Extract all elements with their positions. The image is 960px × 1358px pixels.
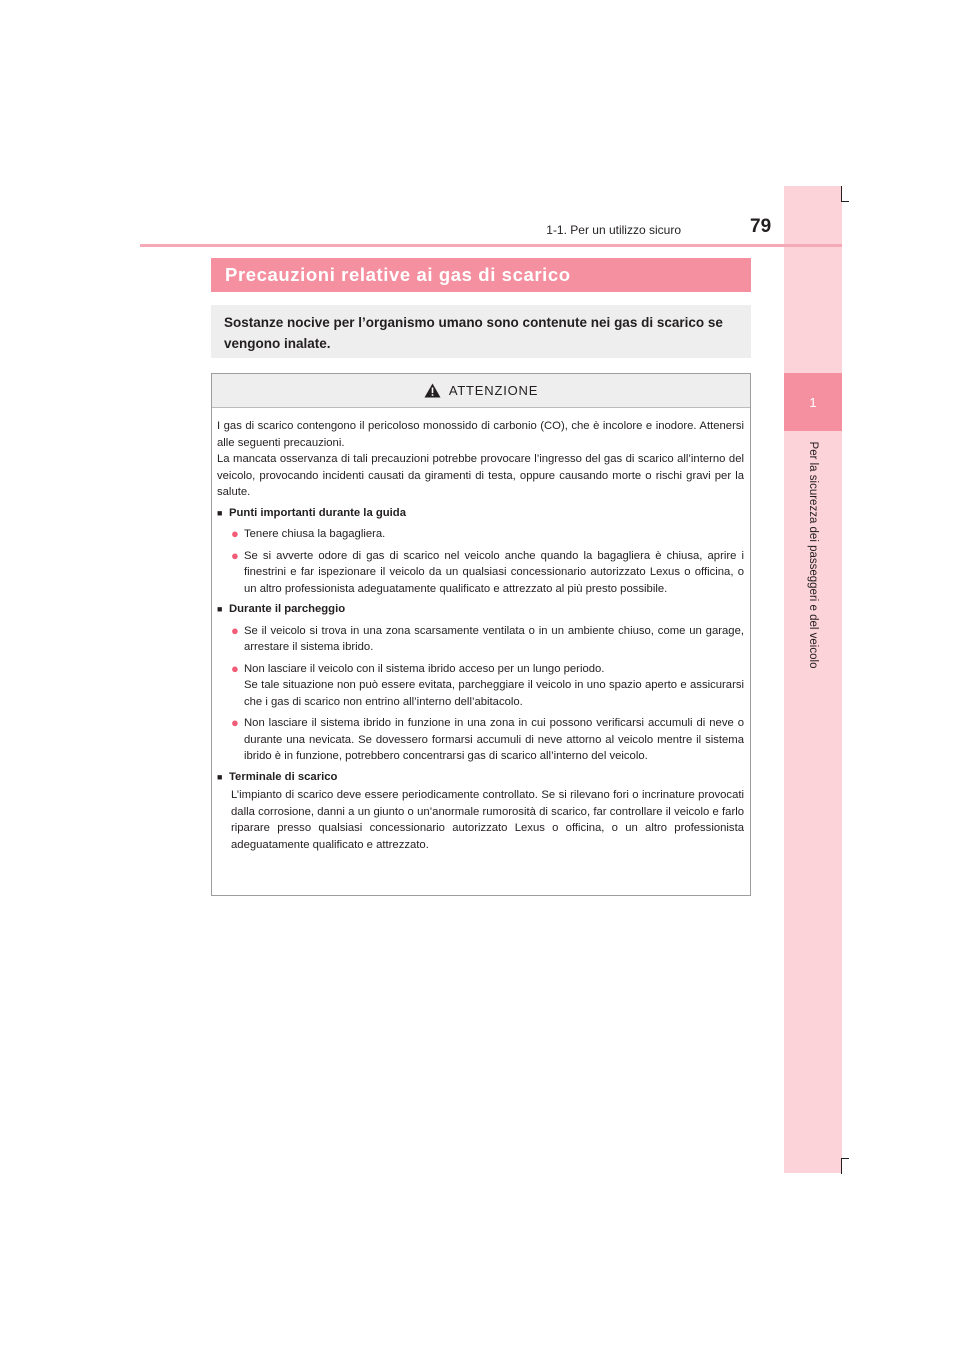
section-title-bar <box>211 258 751 292</box>
subsection-text: L’impianto di scarico deve essere periodicamente controllato. Se si rilevano fori o incrinature provocati dalla corrosione, danni a un giunto o un’anormale rumorosità di scarico, far controllare il veicolo e farlo riparare presso qualsiasi concessionario autorizzato Lexus o officina, o un altro professionista adeguatamente qualificato e attrezzato. <box>231 789 744 851</box>
section-title: Precauzioni relative ai gas di scarico <box>225 264 571 285</box>
chapter-title-vertical: Per la sicurezza dei passeggeri e del veicolo <box>807 441 819 669</box>
crop-mark-top-h <box>841 201 849 202</box>
page-number: 79 <box>750 216 772 237</box>
bullet-dot-icon: ● <box>231 715 239 730</box>
intro-text: Sostanze nocive per l’organismo umano sono contenute nei gas di scarico se vengono inalate. <box>224 315 723 351</box>
warning-body <box>212 408 750 853</box>
subsection-title: Punti importanti durante la guida <box>229 506 406 519</box>
subsection-heading <box>217 601 744 618</box>
subsection-title: Durante il parcheggio <box>229 603 346 615</box>
subsection-title: Terminale di scarico <box>229 770 338 783</box>
list-item <box>217 526 744 543</box>
square-bullet-icon: ■ <box>217 604 223 614</box>
square-bullet-icon: ■ <box>217 507 223 518</box>
list-item <box>217 623 744 656</box>
list-item-text: Se il veicolo si trova in una zona scarsamente ventilata o in un ambiente chiuso, come un garage, arrestare il sistema ibrido. <box>244 624 744 653</box>
chapter-number: 1 <box>809 394 817 410</box>
bullet-dot-icon: ● <box>231 622 239 638</box>
list-item <box>217 548 744 598</box>
list-item-text: Non lasciare il sistema ibrido in funzione in una zona in cui possono verificarsi accumuli di neve o durante una nevicata. Se dovessero formarsi accumuli di neve attorno al veicolo mentre il sistema ibrido è in funzione, potrebbero concentrarsi gas di scarico all’interno del veicolo. <box>244 717 744 762</box>
bullet-dot-icon: ● <box>231 547 239 563</box>
warning-header <box>212 374 750 408</box>
warning-label: ATTENZIONE <box>448 383 539 398</box>
square-bullet-icon: ■ <box>217 771 223 782</box>
warning-paragraph: I gas di scarico contengono il pericoloso monossido di carbonio (CO), che è incolore e inodore. Attenersi alle seguenti precauzioni. <box>217 420 744 449</box>
intro-box <box>211 305 751 358</box>
subsection-heading <box>217 505 744 522</box>
subsection-heading <box>217 769 744 786</box>
chapter-tab <box>784 373 842 431</box>
crop-mark-bottom-h <box>841 1158 849 1159</box>
bullet-dot-icon: ● <box>231 660 239 676</box>
list-item-text: Tenere chiusa la bagagliera. <box>244 528 386 540</box>
list-item-line: Non lasciare il veicolo con il sistema ibrido acceso per un lungo periodo. <box>244 662 605 675</box>
warning-box <box>211 373 751 896</box>
list-item-text <box>244 661 744 711</box>
crop-mark-bottom <box>841 1158 842 1174</box>
list-item <box>217 661 744 711</box>
list-item-line: Se tale situazione non può essere evitata, parcheggiare il veicolo in uno spazio aperto e assicurarsi che i gas di scarico non entrino all’interno dell’abitacolo. <box>244 679 744 708</box>
warning-triangle-icon <box>424 383 441 398</box>
warning-paragraph: La mancata osservanza di tali precauzioni potrebbe provocare l’ingresso del gas di scarico all’interno del veicolo, provocando incidenti causati da giramenti di testa, oppure causando morte o rischi gravi per la salute. <box>217 453 744 498</box>
breadcrumb: 1-1. Per un utilizzo sicuro <box>546 223 681 237</box>
crop-mark-top <box>841 186 842 202</box>
bullet-dot-icon: ● <box>231 526 239 541</box>
header-rule <box>140 244 842 247</box>
list-item <box>217 715 744 765</box>
chapter-side-strip <box>784 186 842 1173</box>
list-item-text: Se si avverte odore di gas di scarico nel veicolo anche quando la bagagliera è chiusa, aprire i finestrini e far ispezionare il veicolo da un qualsiasi concessionario autorizzato Lexus o officina, o un altro professionista adeguatamente qualificato e attrezzato al più presto possibile. <box>244 549 744 595</box>
